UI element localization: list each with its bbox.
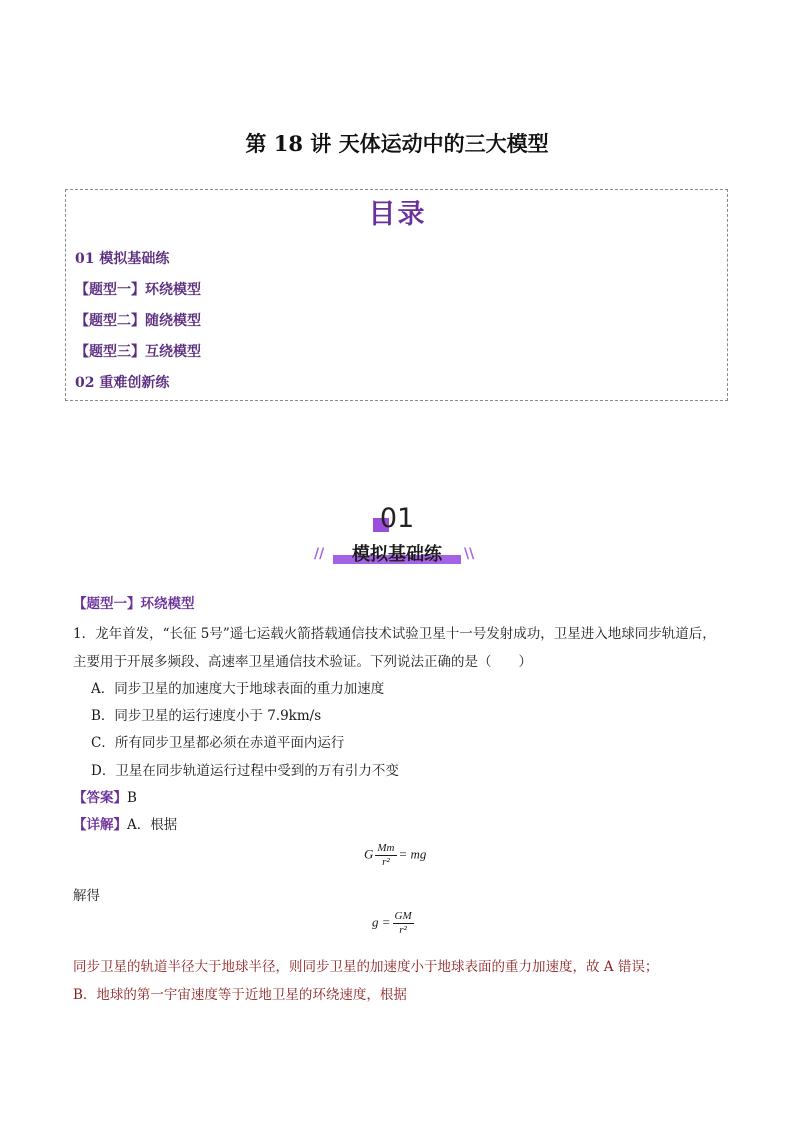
formula1-prefix: G bbox=[364, 846, 374, 862]
toc-box bbox=[65, 189, 728, 401]
section-banner-title: 模拟基础练 bbox=[352, 544, 442, 565]
toc-item-type2[interactable]: 【题型二】随绕模型 bbox=[75, 313, 201, 329]
formula1-fraction bbox=[375, 842, 396, 869]
toc-item-type1[interactable]: 【题型一】环绕模型 bbox=[75, 282, 201, 298]
formula1-suffix: = mg bbox=[398, 846, 427, 862]
detail-label: 【详解】 bbox=[73, 817, 127, 833]
banner-slash-left: // bbox=[314, 546, 325, 562]
detail-text: A．根据 bbox=[127, 817, 178, 833]
question-stem-line2: 主要用于开展多频段、高速率卫星通信技术验证。下列说法正确的是（ ） bbox=[73, 654, 532, 670]
section-number: 01 bbox=[379, 503, 415, 534]
banner-slash-right: \\ bbox=[464, 546, 475, 562]
option-c: C．所有同步卫星都必须在赤道平面内运行 bbox=[91, 735, 345, 751]
formula2-fraction bbox=[393, 910, 414, 937]
answer-label: 【答案】 bbox=[73, 790, 127, 806]
page-title: 第 18 讲 天体运动中的三大模型 bbox=[245, 131, 549, 156]
formula-surface-gravity bbox=[372, 910, 416, 937]
formula-gravity-equals-weight bbox=[364, 842, 426, 869]
question-stem-line1: 1．龙年首发，“长征 5号”遥七运载火箭搭载通信技术试验卫星十一号发射成功，卫星进入地球同步轨道后， bbox=[73, 626, 716, 642]
solve-label: 解得 bbox=[73, 888, 100, 904]
option-b: B．同步卫星的运行速度小于 7.9km/s bbox=[91, 708, 322, 724]
explanation-line1: 同步卫星的轨道半径大于地球半径，则同步卫星的加速度小于地球表面的重力加速度，故 A 错误； bbox=[73, 959, 659, 975]
toc-heading: 目录 bbox=[368, 199, 427, 230]
toc-item-type3[interactable]: 【题型三】互绕模型 bbox=[75, 344, 201, 360]
detail-line bbox=[73, 813, 177, 833]
formula1-denominator: r² bbox=[382, 856, 390, 868]
answer-line bbox=[73, 786, 137, 806]
question-type-heading: 【题型一】环绕模型 bbox=[73, 596, 195, 612]
formula1-numerator: Mm bbox=[377, 842, 395, 854]
answer-value: B bbox=[127, 790, 137, 806]
toc-item-basic-practice[interactable]: 01 模拟基础练 bbox=[75, 251, 170, 267]
formula2-denominator: r² bbox=[399, 924, 407, 936]
formula2-numerator: GM bbox=[394, 910, 412, 922]
option-a: A．同步卫星的加速度大于地球表面的重力加速度 bbox=[91, 681, 385, 697]
formula2-prefix: g = bbox=[372, 914, 391, 930]
toc-item-advanced-practice[interactable]: 02 重难创新练 bbox=[75, 375, 170, 391]
explanation-line2: B．地球的第一宇宙速度等于近地卫星的环绕速度，根据 bbox=[73, 987, 407, 1003]
option-d: D．卫星在同步轨道运行过程中受到的万有引力不变 bbox=[91, 763, 399, 779]
